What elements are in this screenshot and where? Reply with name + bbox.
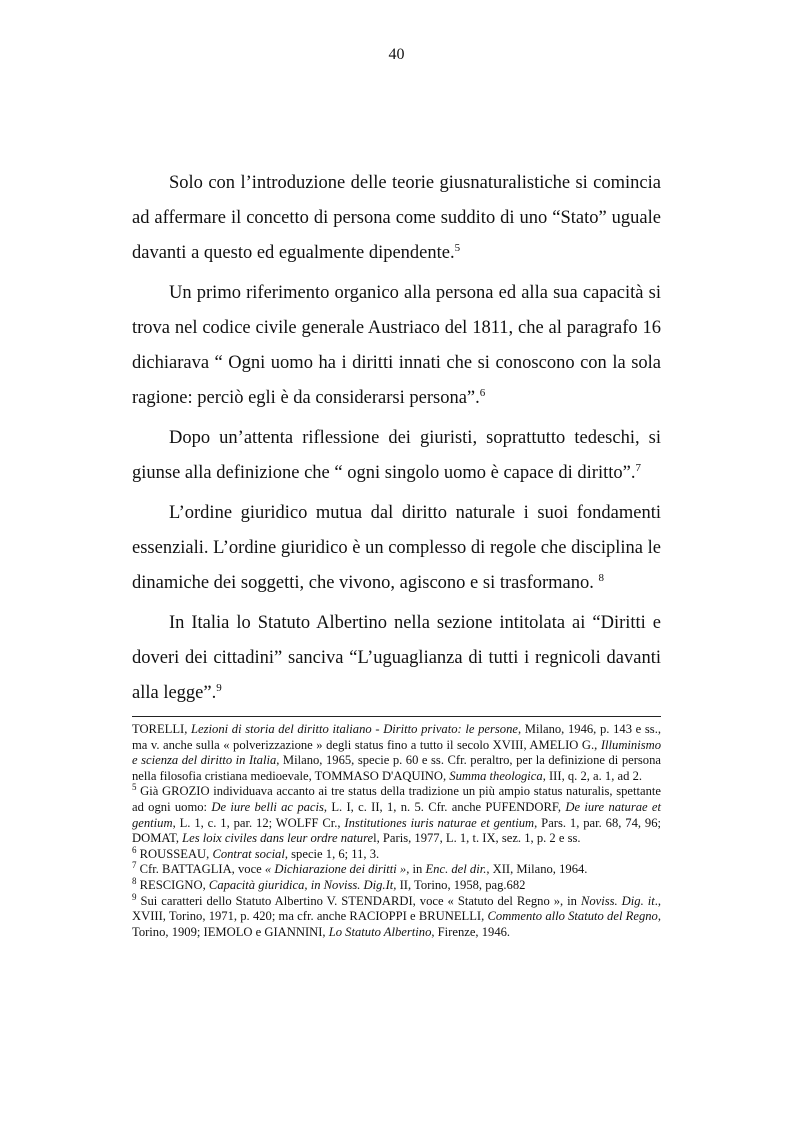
page-number: 40 — [388, 46, 405, 63]
footnote-9: $^9$ Sui caratteri dello Statuto Albertino V. STENDARDI, voce « Statuto del Regno », in Noviss. Dig. it., XVIII, Torino, 1971, p. 420; ma cfr. anche RACIOPPI e BRUNELLI, Commento allo Statuto del Regno, Torino, 1909; IEMOLO e GIANNINI, Lo Statuto Albertino, Firenze, 1946. — [132, 891, 661, 939]
footnote-number: 6 — [132, 844, 137, 855]
footnote-5: $^5$ Già GROZIO individuava accanto ai tre status della tradizione un più ampio status naturalis, spettante ad ogni uomo: De iure belli ac pacis, L. I, c. II, 1, n. 5. Cfr. anche PUFENDORF, De iure naturae et gentium, L. 1, c. 1, par. 12; WOLFF Cr., Institutiones iuris naturae et gentium, Pars. 1, par. 68, 74, 96; DOMAT, Les loix civiles dans leur ordre naturel, Paris, 1977, L. 1, t. IX, sez. 1, p. 2 e ss. — [132, 782, 662, 846]
footnote-number: 5 — [132, 782, 137, 793]
body-text — [132, 166, 661, 716]
footnote-number: 8 — [132, 875, 137, 886]
paragraph: In Italia lo Statuto Albertino nella sezione intitolata ai “Diritti e doveri dei cittadini” sanciva “L’uguaglianza di tutti i regnicoli davanti alla legge”.$^9$ — [132, 613, 661, 703]
footnote-reference[interactable]: 7 — [635, 461, 641, 474]
footnote-reference[interactable]: 5 — [454, 241, 461, 254]
footnote-6: $^6$ ROUSSEAU, Contrat social, specie 1, 6; 11, 3. — [132, 844, 380, 861]
footnote-number: 7 — [132, 860, 137, 871]
paragraph: L’ordine giuridico mutua dal diritto naturale i suoi fondamenti essenziali. L’ordine giuridico è un complesso di regole che disciplina le dinamiche dei soggetti, che vivono, agiscono e si trasformano. $^8$ — [132, 503, 661, 593]
footnote-reference[interactable]: 8 — [598, 571, 604, 584]
footnote-number: 9 — [132, 891, 137, 902]
footnote-separator — [132, 716, 661, 717]
footnote-7: $^7$ Cfr. BATTAGLIA, voce « Dichiarazione dei diritti », in Enc. del dir., XII, Milano, 1964. — [132, 860, 588, 877]
footnote-reference[interactable]: 6 — [479, 386, 486, 399]
paragraph: Dopo un’attenta riflessione dei giuristi, soprattutto tedeschi, si giunse alla definizione che “ ogni singolo uomo è capace di diritto”.$^7$ — [132, 428, 661, 483]
paragraph: Solo con l’introduzione delle teorie giusnaturalistiche si comincia ad affermare il concetto di persona come suddito di uno “Stato” uguale davanti a questo ed egualmente dipendente.$^5$ — [132, 173, 661, 263]
footnote-8: $^8$ RESCIGNO, Capacità giuridica, in Noviss. Dig.It, II, Torino, 1958, pag.682 — [132, 875, 526, 892]
footnote-continued: TORELLI, Lezioni di storia del diritto italiano - Diritto privato: le persone, Milano, 1946, p. 143 e ss., ma v. anche sulla « polverizzazione » degli status fino a tutto il secolo XVIII, AMELIO G., Illuminismo e scienza del diritto in Italia, Milano, 1965, specie p. 60 e ss. Cfr. peraltro, per la definizione di persona nella filosofia cristiana medioevale, TOMMASO D'AQUINO, Summa theologica, III, q. 2, a. 1, ad 2. — [132, 722, 661, 783]
footnotes — [132, 722, 661, 940]
paragraph: Un primo riferimento organico alla persona ed alla sua capacità si trova nel codice civile generale Austriaco del 1811, che al paragrafo 16 dichiarava “ Ogni uomo ha i diritti innati che si conoscono con la sola ragione: perciò egli è da considerarsi persona”.$^6$ — [132, 283, 661, 408]
footnote-reference[interactable]: 9 — [216, 681, 222, 694]
